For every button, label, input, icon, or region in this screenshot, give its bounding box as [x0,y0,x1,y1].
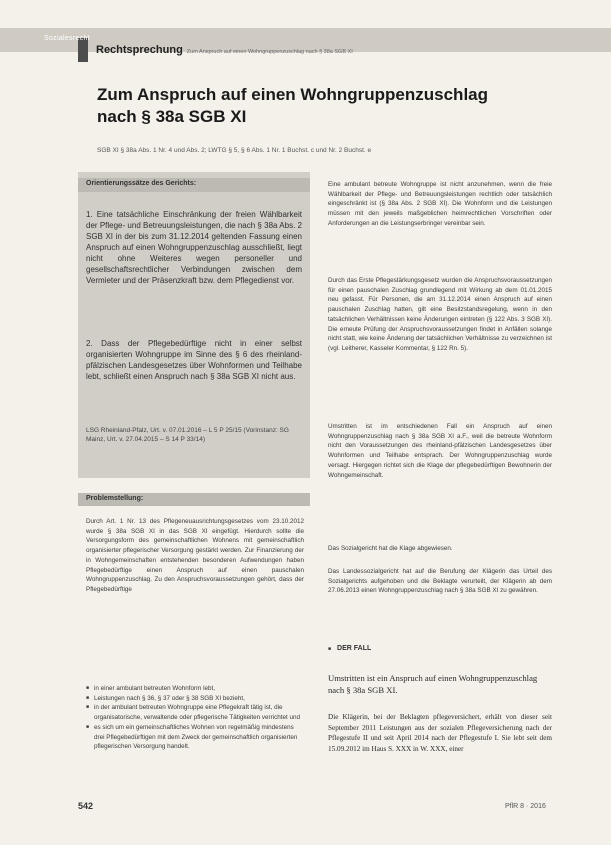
article-title: Zum Anspruch auf einen Wohngruppenzuschlag nach § 38a SGB XI [97,85,489,126]
list-item: ■ es sich um ein gemeinschaftliches Wohnen von regelmäßig mindestens drei Pflegebedürftigen mit dem Zweck der gemeinschaftlich organisierten pflegerischen Versorgung handelt. [86,723,304,752]
guidelines-heading: Orientierungssätze des Gerichts: [86,180,197,187]
case-text: Die Klägerin, bei der Beklagten pflegeversichert, erhält von dieser seit September 2011 Leistungen aus der sozialen Pflegeversicherung nach der Pflegestufe II und seit April 2014 nach der Pflegestufe I. Sie lebt seit dem 15.09.2012 im Haus S. XXX in W. XXX, einer [328,713,552,753]
court-citation: LSG Rheinland-Pfalz, Urt. v. 07.01.2016 – L 5 P 25/15 (Vorinstanz: SG Mainz, Urt. v. 27.04.2015 – S 14 P 33/14) [86,427,289,443]
list-item: ■ Leistungen nach § 36, § 37 oder § 38 SGB XI bezieht, [86,694,304,704]
section-tag: Sozialesrecht [44,35,90,42]
right-paragraph-3: Umstritten ist im entschiedenen Fall ein Anspruch auf einen Wohngruppenzuschlag nach § 38a SGB XI a.F., weil die betreute Wohnform nicht den Voraussetzungen des rheinland-pfälzischen Landesgesetzes über Wohnformen und Teilhabe entsprach. Der Wohngruppenzuschlag wurde versagt. Hiergegen richtet sich die Klage der pflegebedürftigen Bewohnerin der Wohngemeinschaft. [328,423,552,479]
guidelines-heading-bar [78,178,310,192]
page-number: 542 [78,801,94,811]
guideline-2: 2. Dass der Pflegebedürftige nicht in einer selbst organisierten Wohngruppe im Sinne des § 6 des rheinland-pfälzischen Landesgesetzes über Wohnformen und Teilhabe lebt, schließt einen Anspruch nach § 38a SGB XI nicht aus. [86,339,302,381]
journal-footer: PflR 8 · 2016 [505,803,546,810]
right-paragraph-5: Das Landessozialgericht hat auf die Berufung der Klägerin das Urteil des Sozialgerichts aufgehoben und die Beklagte verurteilt, der Klägerin ab dem 27.06.2013 einen Wohngruppenzuschlag nach § 38a SGB XI zu gewähren. [328,568,552,595]
requirements-list [86,684,304,752]
rubric-subtitle: Zum Anspruch auf einen Wohngruppenzuschlag nach § 38a SGB XI [186,49,353,55]
guideline-1: 1. Eine tatsächliche Einschränkung der freien Wählbarkeit der Pflege- und Betreuungsleistungen, die nach § 38a Abs. 2 SGB XI in der bis zum 31.12.2014 geltenden Fassung einen Anspruch auf einen Wohngruppenzuschlag ausschließt, liegt nicht ohne Weiteres wegen personeller und gesellschaftsrechtlicher Verbindungen zwischen dem Vermieter und der Präsenzkraft bzw. dem Pflegedienst vor. [86,210,302,285]
list-item: ■ in der ambulant betreuten Wohngruppe eine Pflegekraft tätig ist, die organisatorische, verwaltende oder pflegerische Tätigkeiten verrichtet und [86,703,304,722]
case-lead: Umstritten ist ein Anspruch auf einen Wohngruppenzuschlag nach § 38a SGB XI. [328,673,538,695]
rubric-heading [96,44,353,56]
problem-heading-bar [78,493,310,506]
rubric-label: Rechtsprechung [96,44,183,56]
section-heading-der-fall: ■ DER FALL [328,645,371,652]
right-paragraph-2: Durch das Erste Pflegestärkungsgesetz wurden die Anspruchsvoraussetzungen für einen pauschalen Zuschlag grundlegend mit Wirkung ab dem 01.01.2015 neu gefasst. Für Personen, die am 31.12.2014 einen Anspruch auf einen pauschalen Zuschlag hatten, gilt eine Besitzstandsregelung, wenn in den tatsächlichen Verhältnissen keine Änderungen eintreten (§ 122 Abs. 3 SGB XI). Die erneute Prüfung der Anspruchsvoraussetzungen findet in Anfällen solange nicht statt, wie keine Änderung der tatsächlichen Verhältnisse zu verzeichnen ist (vgl. Leitherer, Kasseler Kommentar, § 122 Rn. 5). [328,277,552,352]
right-paragraph-1: Eine ambulant betreute Wohngruppe ist nicht anzunehmen, wenn die freie Wählbarkeit der Pflege- und Betreuungsleistungen rechtlich oder tatsächlich eingeschränkt ist (§ 38a Abs. 2 SGB XI). Die Wohnform und die Leistungen müssen mit den jeweils maßgeblichen heimrechtlichen Vorschriften oder Anforderungen an die Leistungserbringer vereinbar sein. [328,181,552,227]
list-item: ■ in einer ambulant betreuten Wohnform lebt, [86,684,304,694]
problem-heading: Problemstellung: [86,495,144,502]
problem-text: Durch Art. 1 Nr. 13 des Pflegeneuausrichtungsgesetzes vom 23.10.2012 wurde § 38a SGB XI in das SGB XI eingefügt. Hierdurch sollte die Versorgungsform des gemeinschaftlichen Wohnens mit gemeinschaftlich organisierter pflegerischer Versorgung gestärkt werden. Zur Finanzierung der in Wohngemeinschaften entstehenden besonderen Aufwendungen haben Pflegebedürftige einen Anspruch auf einen pauschalen Wohngruppenzuschlag. Zu den Anspruchsvoraussetzungen gehört, dass der Pflegebedürftige [86,518,304,593]
right-paragraph-4: Das Sozialgericht hat die Klage abgewiesen. [328,545,453,552]
legal-references: SGB XI § 38a Abs. 1 Nr. 4 und Abs. 2; LWTG § 5, § 6 Abs. 1 Nr. 1 Buchst. c und Nr. 2 Buchst. e [97,147,372,154]
